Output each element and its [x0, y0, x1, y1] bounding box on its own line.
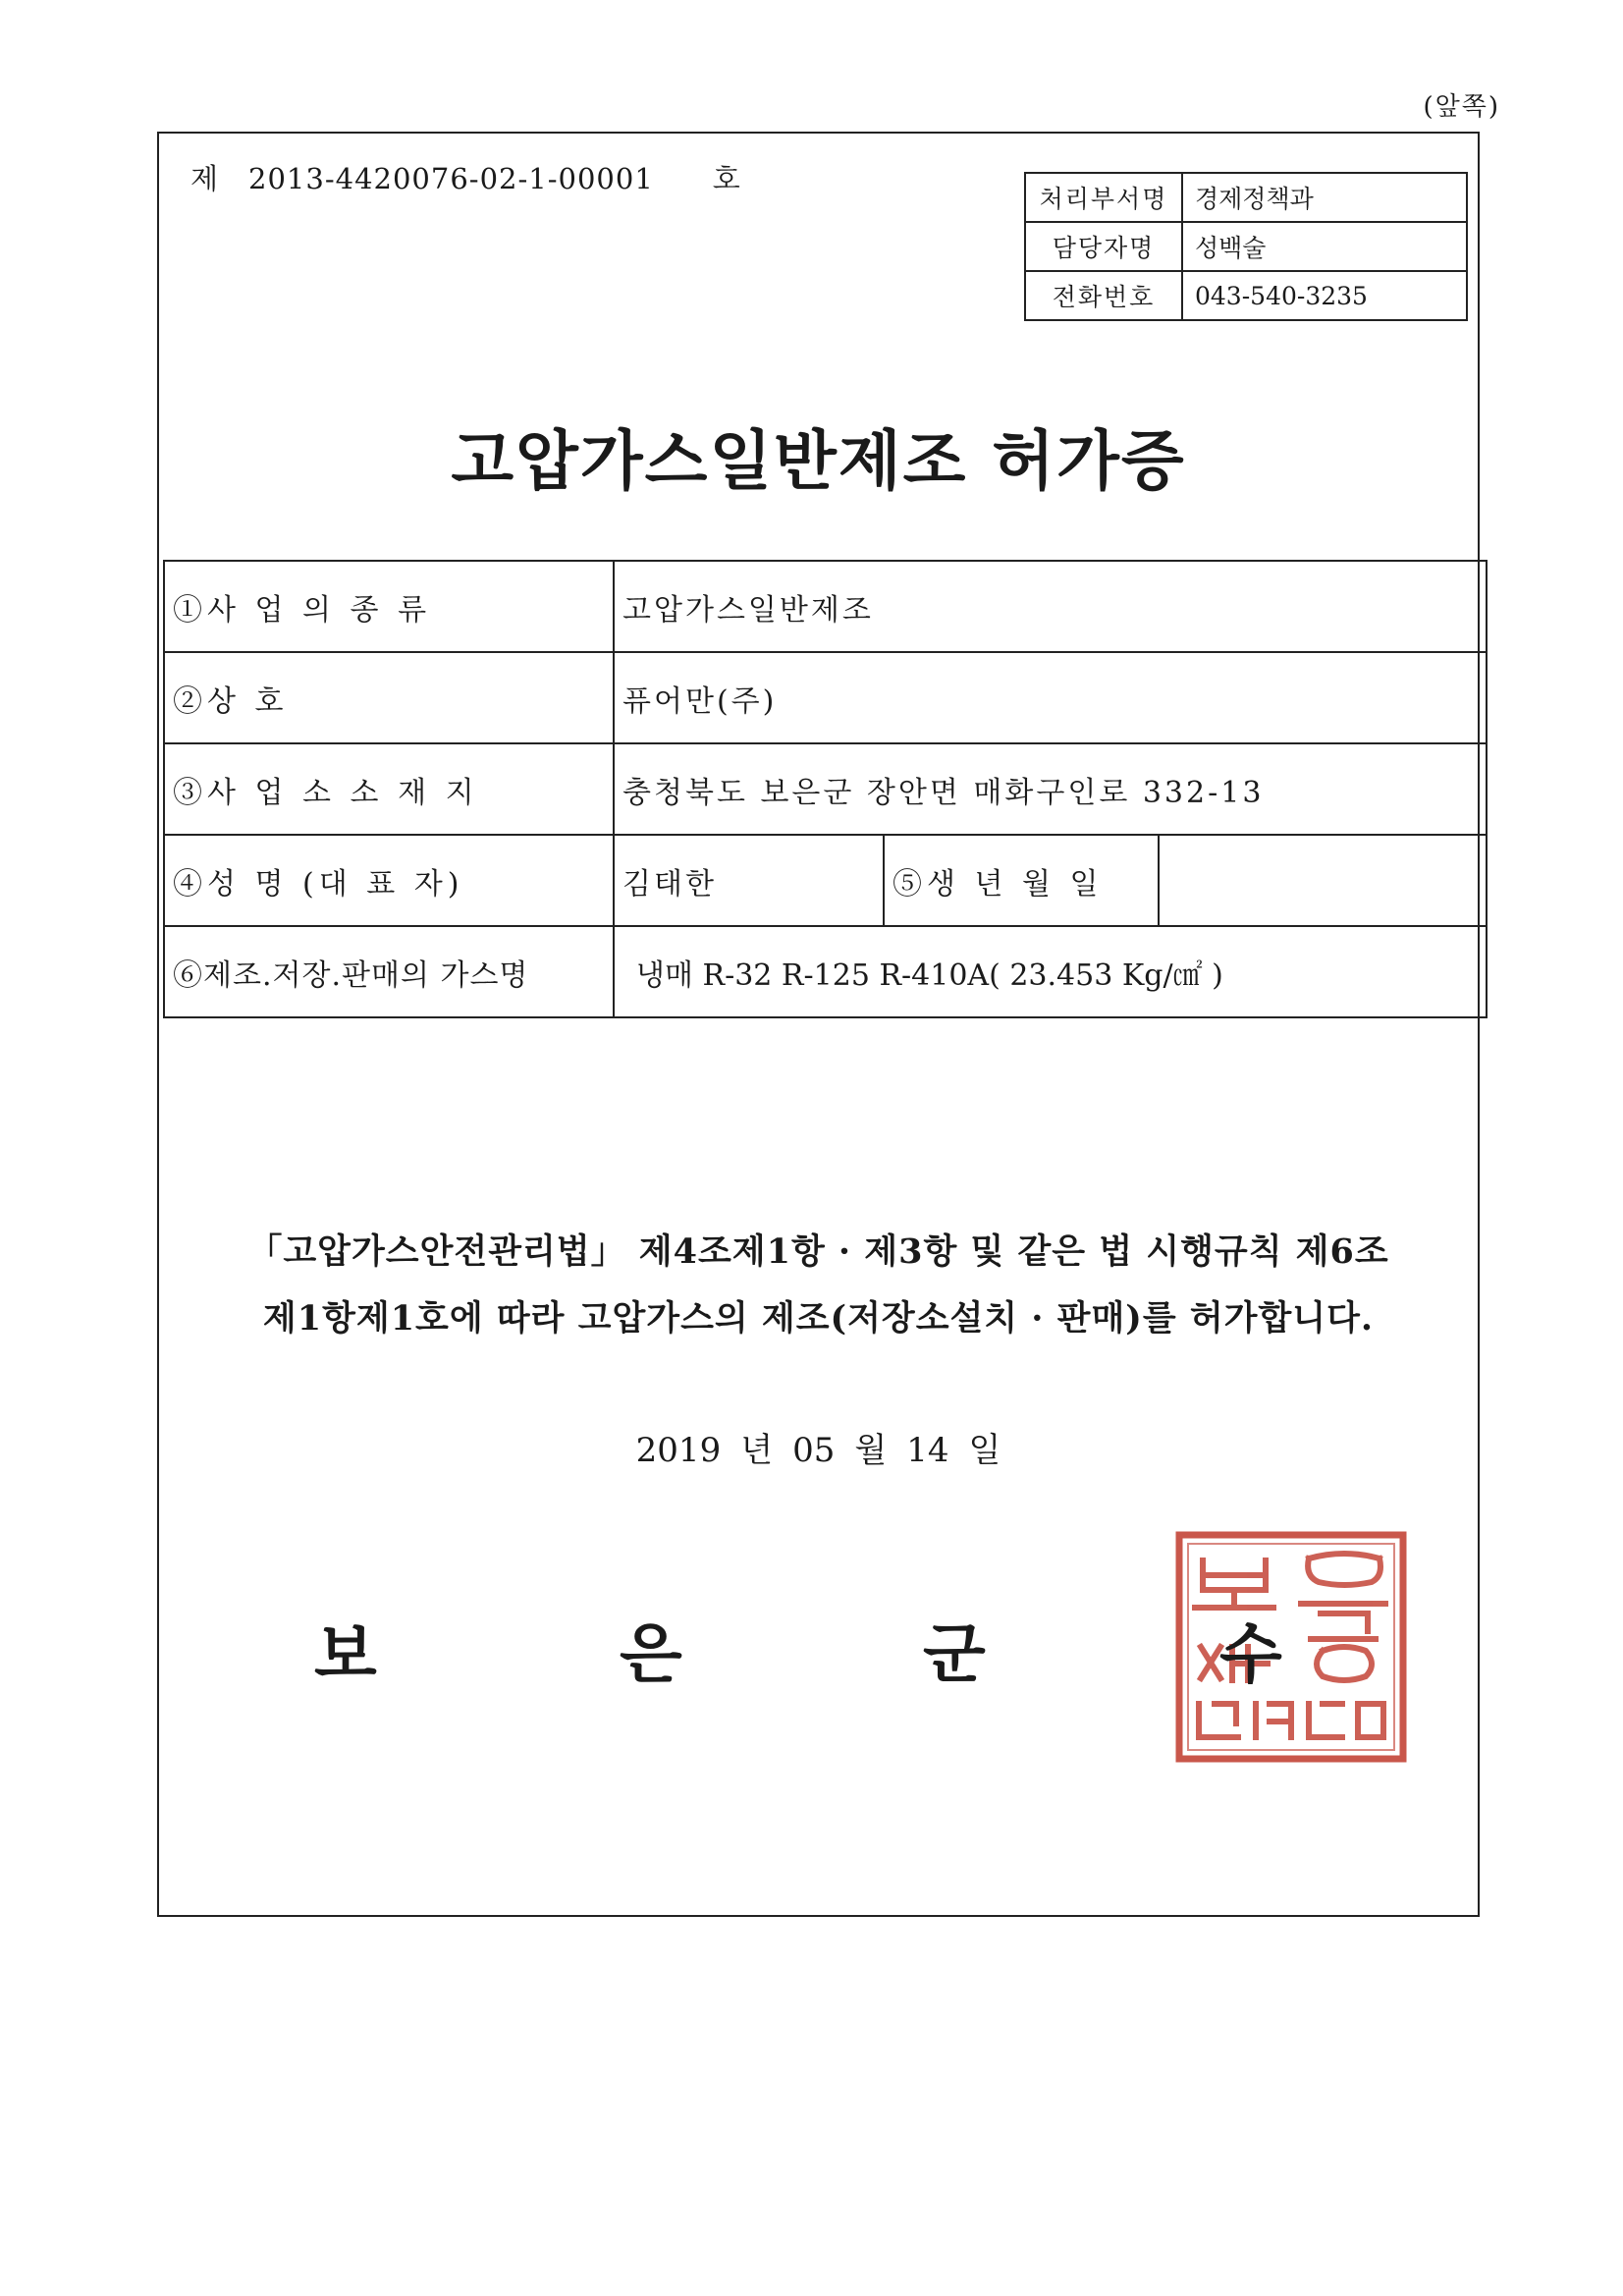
office-officer-label: 담당자명: [1025, 222, 1182, 271]
certificate-number-prefix: 제: [190, 162, 220, 195]
declaration-line-2: 제1항제1호에 따라 고압가스의 제조(저장소설치 · 판매)를 허가합니다.: [262, 1298, 1375, 1339]
issue-month-unit: 월: [854, 1431, 888, 1470]
license-declaration: [159, 1219, 1478, 1352]
declaration-line-1: 「고압가스안전관리법」 제4조제1항 · 제3항 및 같은 법 시행규칙 제6조: [247, 1231, 1389, 1272]
row-location: [164, 743, 1487, 835]
issue-date: [159, 1423, 1478, 1471]
row-trade-name: [164, 652, 1487, 743]
business-type-value: 고압가스일반제조: [614, 561, 1487, 652]
trade-name-value: 퓨어만(주): [614, 652, 1487, 743]
office-department-label: 처리부서명: [1025, 173, 1182, 222]
issue-year-unit: 년: [740, 1431, 774, 1470]
birth-date-label: ⑤생 년 월 일: [884, 835, 1159, 926]
location-value: 충청북도 보은군 장안면 매화구인로 332-13: [614, 743, 1487, 835]
page-side-label: (앞쪽): [1423, 92, 1500, 122]
official-seal-stamp: [1175, 1531, 1407, 1763]
birth-date-value: [1159, 835, 1487, 926]
office-info-table: [1024, 172, 1468, 321]
issuer-char-2: 은: [620, 1616, 682, 1692]
office-row-phone: [1025, 271, 1467, 320]
issue-day: 14: [906, 1431, 949, 1470]
location-label: ③사 업 소 소 재 지: [164, 743, 614, 835]
gas-name-value: 냉매 R-32 R-125 R-410A( 23.453 Kg/㎠ ): [614, 926, 1487, 1017]
office-department-value: 경제정책과: [1182, 173, 1467, 222]
trade-name-label: ②상 호: [164, 652, 614, 743]
issuer-char-3: 군: [923, 1616, 986, 1692]
row-representative: [164, 835, 1487, 926]
representative-label: ④성 명 (대 표 자): [164, 835, 614, 926]
office-row-department: [1025, 173, 1467, 222]
certificate-number: [190, 157, 741, 197]
document-title: 고압가스일반제조 허가증: [451, 423, 1186, 499]
representative-value: 김태한: [614, 835, 884, 926]
row-business-type: [164, 561, 1487, 652]
issuer-char-1: 보: [314, 1616, 377, 1692]
license-details-table: [163, 560, 1488, 1018]
certificate-frame: [157, 132, 1480, 1917]
issue-day-unit: 일: [968, 1431, 1001, 1470]
issue-month: 05: [792, 1431, 836, 1470]
office-phone-value: 043-540-3235: [1182, 271, 1467, 320]
row-gas-name: [164, 926, 1487, 1017]
office-officer-value: 성백술: [1182, 222, 1467, 271]
business-type-label: ①사 업 의 종 류: [164, 561, 614, 652]
certificate-number-suffix: 호: [712, 162, 741, 195]
certificate-number-value: 2013-4420076-02-1-00001: [248, 162, 654, 195]
office-row-officer: [1025, 222, 1467, 271]
gas-name-label: ⑥제조.저장.판매의 가스명: [164, 926, 614, 1017]
office-phone-label: 전화번호: [1025, 271, 1182, 320]
issuer-char-4: 수: [1219, 1616, 1282, 1692]
issue-year: 2019: [635, 1431, 722, 1470]
